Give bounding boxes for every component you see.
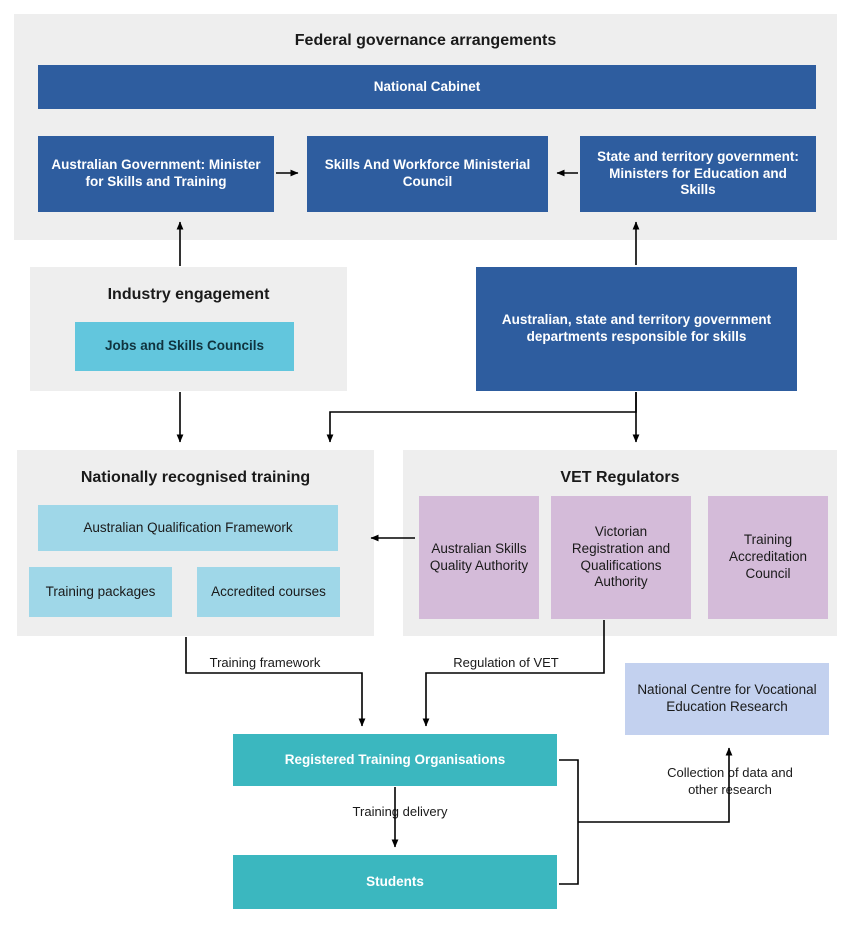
training-delivery-text: Training delivery xyxy=(352,804,448,819)
ministerial-council-box xyxy=(307,136,548,212)
jobs-and-skills-councils-box xyxy=(75,322,294,371)
asqa-box xyxy=(419,496,539,619)
training-delivery-caption xyxy=(330,804,470,821)
national-cabinet-box xyxy=(38,65,816,109)
national-cabinet-label: National Cabinet xyxy=(373,78,481,94)
australian-government-box xyxy=(38,136,274,212)
training-framework-caption xyxy=(205,655,325,672)
industry-engagement-title: Industry engagement xyxy=(107,286,270,303)
rtos-label: Registered Training Organisations xyxy=(284,751,506,767)
regulation-of-vet-text: Regulation of VET xyxy=(453,655,559,670)
collection-of-data-caption xyxy=(655,765,805,799)
state-territory-government-box xyxy=(580,136,816,212)
aqf-box xyxy=(38,505,338,551)
aqf-label: Australian Qualification Framework xyxy=(83,519,293,535)
tac-label: Training Accreditation Council xyxy=(728,532,808,581)
vrqa-label: Victorian Registration and Qualifications Authority xyxy=(571,523,671,590)
training-packages-box xyxy=(29,567,172,617)
training-framework-text: Training framework xyxy=(209,655,321,670)
accredited-courses-label: Accredited courses xyxy=(211,583,326,599)
regulation-of-vet-caption xyxy=(452,655,560,672)
accredited-courses-box xyxy=(197,567,340,617)
government-departments-label: Australian, state and territory government departments responsible for skills xyxy=(501,312,772,344)
australian-government-label: Australian Government: Minister for Skills and Training xyxy=(51,157,261,189)
vrqa-box xyxy=(551,496,691,619)
students-label: Students xyxy=(366,873,424,889)
federal-governance-title: Federal governance arrangements xyxy=(294,32,557,49)
students-box xyxy=(233,855,557,909)
nationally-recognised-training-title: Nationally recognised training xyxy=(80,469,311,486)
jobs-and-skills-councils-label: Jobs and Skills Councils xyxy=(104,338,265,354)
vet-regulators-title: VET Regulators xyxy=(560,469,680,486)
collection-of-data-text: Collection of data and other research xyxy=(667,765,793,797)
tac-box xyxy=(708,496,828,619)
ministerial-council-label: Skills And Workforce Ministerial Council xyxy=(324,157,531,189)
government-departments-box xyxy=(476,267,797,391)
state-territory-government-label: State and territory government: Ministers for Education and Skills xyxy=(597,148,799,198)
training-packages-label: Training packages xyxy=(45,583,156,599)
ncver-box xyxy=(625,663,829,735)
asqa-label: Australian Skills Quality Authority xyxy=(429,540,529,573)
ncver-label: National Centre for Vocational Education Research xyxy=(637,682,817,714)
rtos-box xyxy=(233,734,557,786)
